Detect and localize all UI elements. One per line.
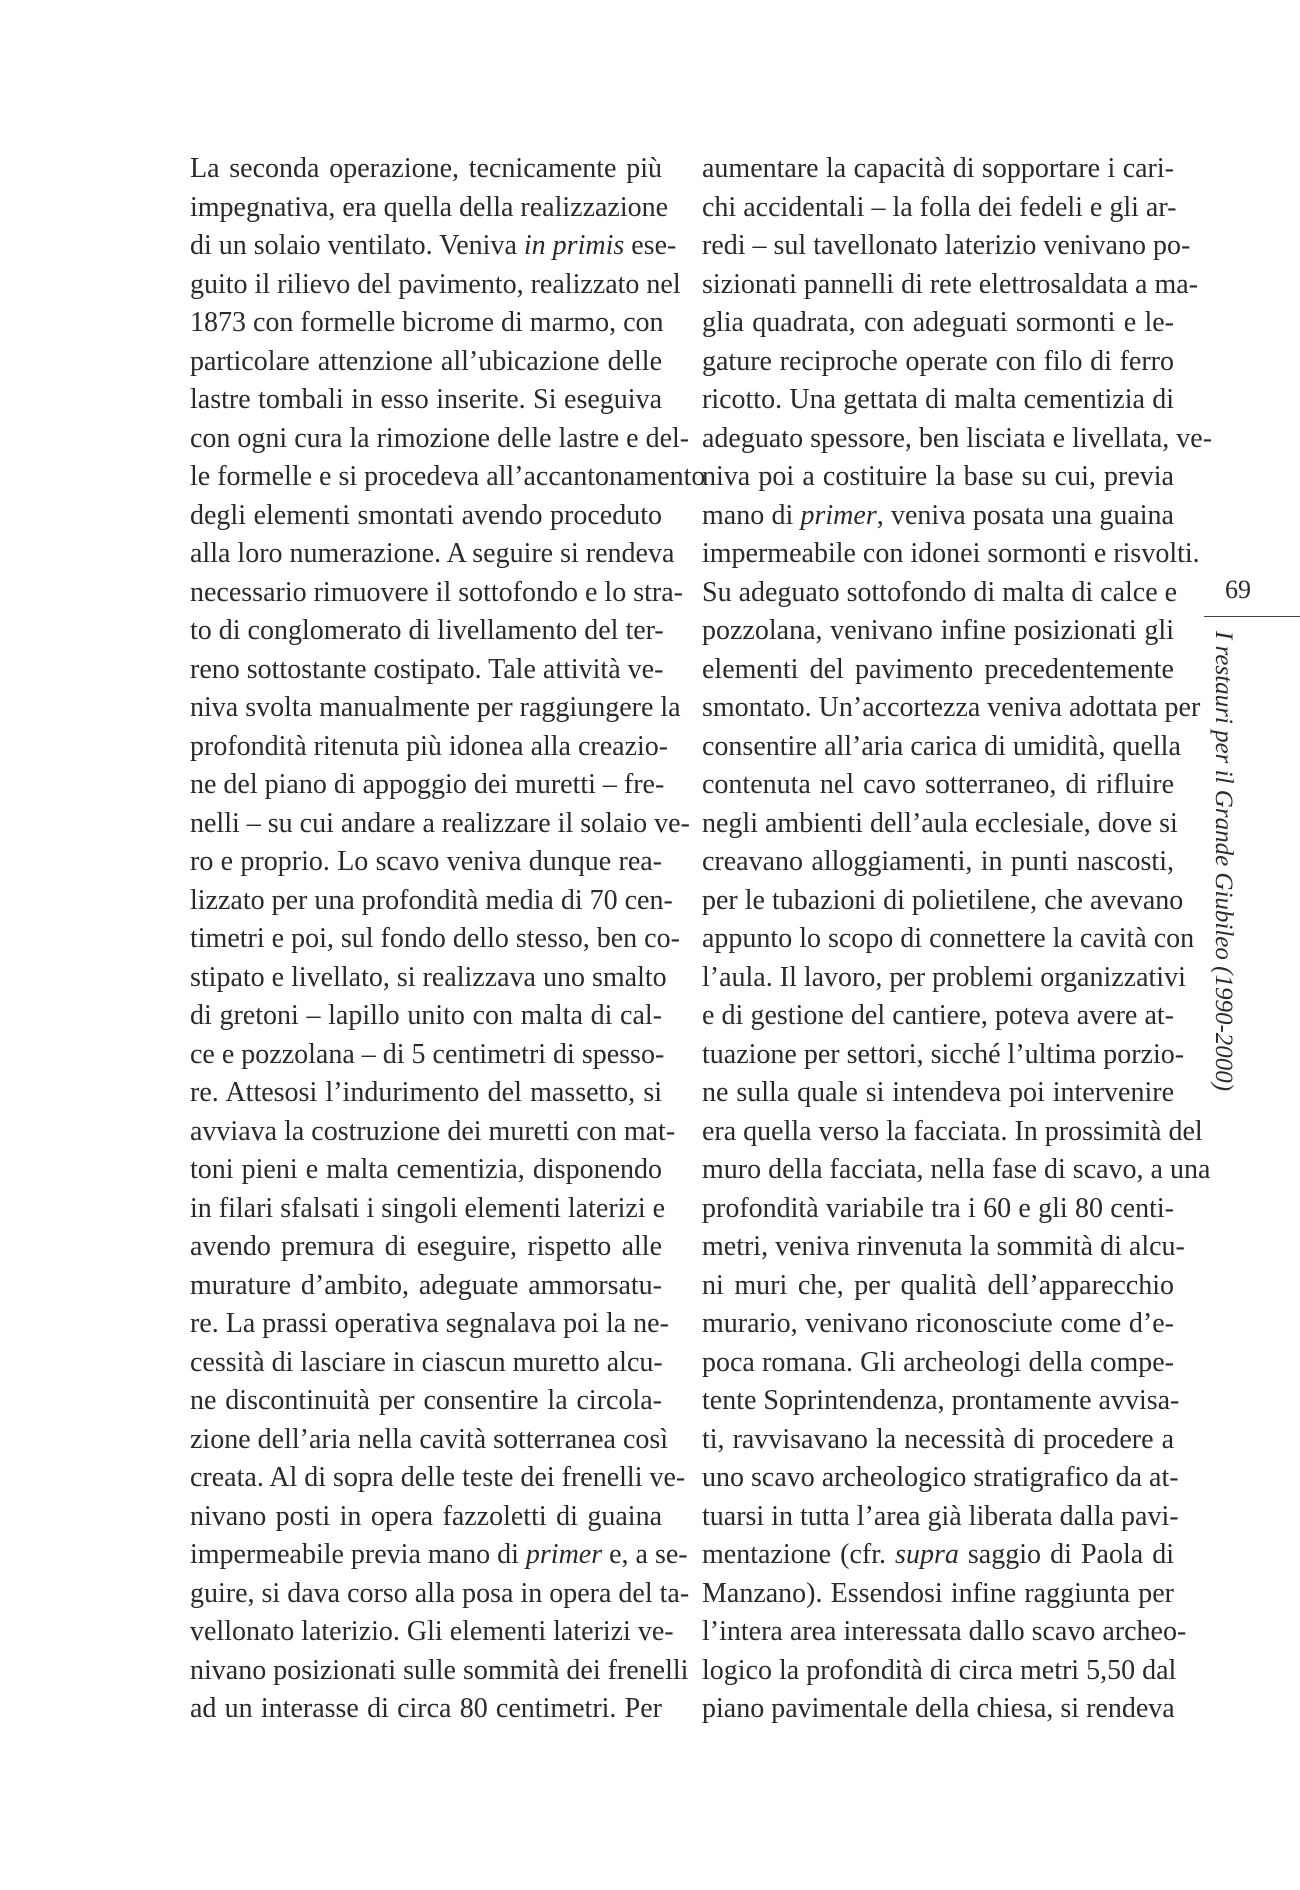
text-line: impermeabile previa mano di primer e, a se- xyxy=(190,1539,688,1570)
text-line: lastre tombali in esso inserite. Si eseguiva xyxy=(190,384,662,415)
text-line: contenuta nel cavo sotterraneo, di rifluire xyxy=(702,769,1174,800)
text-line: reno sottostante costipato. Tale attività ve- xyxy=(190,653,664,685)
text-line: era quella verso la facciata. In prossimità del xyxy=(702,1115,1203,1147)
text-line: cessità di lasciare in ciascun muretto alcu- xyxy=(190,1346,663,1378)
text-line: necessario rimuovere il sottofondo e lo stra- xyxy=(190,576,683,608)
text-line: di un solaio ventilato. Veniva in primis ese- xyxy=(190,230,677,261)
text-line: lizzato per una profondità media di 70 cen- xyxy=(190,884,673,916)
text-line: uno scavo archeologico stratigrafico da at- xyxy=(702,1462,1179,1493)
text-line: adeguato spessore, ben lisciata e livellata, ve- xyxy=(702,422,1213,454)
page-number: 69 xyxy=(1225,575,1251,604)
text-line: ricotto. Una gettata di malta cementizia di xyxy=(702,384,1174,415)
text-line: timetri e poi, sul fondo dello stesso, ben co- xyxy=(190,923,680,954)
text-line: redi – sul tavellonato laterizio venivano po- xyxy=(702,230,1191,261)
text-line: avendo premura di eseguire, rispetto alle xyxy=(190,1231,662,1262)
text-line: Su adeguato sottofondo di malta di calce e xyxy=(702,576,1178,608)
text-line: ce e pozzolana – di 5 centimetri di spesso- xyxy=(190,1038,665,1070)
text-line: appunto lo scopo di connettere la cavità con xyxy=(702,923,1195,954)
text-line: logico la profondità di circa metri 5,50 dal xyxy=(702,1654,1177,1686)
text-line: piano pavimentale della chiesa, si rendeva xyxy=(702,1693,1175,1724)
text-line: di gretoni – lapillo unito con malta di cal- xyxy=(190,1000,662,1031)
text-line: niva poi a costituire la base su cui, previa xyxy=(702,461,1174,492)
text-line: poca romana. Gli archeologi della compe- xyxy=(702,1346,1174,1378)
text-line: muro della facciata, nella fase di scavo, a una xyxy=(702,1154,1211,1185)
text-line: pozzolana, venivano infine posizionati gli xyxy=(702,615,1174,646)
text-line: smontato. Un’accortezza veniva adottata per xyxy=(702,692,1201,723)
text-line: glia quadrata, con adeguati sormonti e le- xyxy=(702,307,1174,338)
text-line: degli elementi smontati avendo proceduto xyxy=(190,499,662,531)
text-line: re. La prassi operativa segnalava poi la ne- xyxy=(190,1308,669,1339)
text-line: impermeabile con idonei sormonti e risvolti. xyxy=(702,538,1200,569)
text-line: re. Attesosi l’indurimento del massetto, si xyxy=(190,1077,662,1108)
text-line: sizionati pannelli di rete elettrosaldata a ma- xyxy=(702,268,1199,300)
text-line: elementi del pavimento precedentemente xyxy=(702,653,1174,685)
text-line: alla loro numerazione. A seguire si rendeva xyxy=(190,538,675,569)
text-line: con ogni cura la rimozione delle lastre e del- xyxy=(190,422,690,454)
text-line: aumentare la capacità di sopportare i cari- xyxy=(702,153,1174,184)
text-line: ne sulla quale si intendeva poi intervenire xyxy=(702,1077,1174,1108)
text-line: ad un interasse di circa 80 centimetri. Per xyxy=(190,1693,662,1724)
text-line: mano di primer, veniva posata una guaina xyxy=(702,499,1174,531)
text-line: l’aula. Il lavoro, per problemi organizzativi xyxy=(702,961,1186,993)
text-line: murario, venivano riconosciute come d’e- xyxy=(702,1308,1174,1339)
text-line: profondità variabile tra i 60 e gli 80 centi- xyxy=(702,1192,1174,1224)
text-line: le formelle e si procedeva all’accantonamento xyxy=(190,461,706,492)
text-line: metri, veniva rinvenuta la sommità di alcu- xyxy=(702,1231,1185,1262)
text-line: murature d’ambito, adeguate ammorsatu- xyxy=(190,1269,662,1301)
text-line: per le tubazioni di polietilene, che avevano xyxy=(702,884,1184,916)
text-line: impegnativa, era quella della realizzazione xyxy=(190,191,669,223)
text-line: l’intera area interessata dallo scavo archeo- xyxy=(702,1616,1187,1647)
text-line: gature reciproche operate con filo di ferro xyxy=(702,345,1174,377)
text-line: ne del piano di appoggio dei muretti – fre- xyxy=(190,769,665,800)
text-line: particolare attenzione all’ubicazione delle xyxy=(190,345,662,377)
text-line: niva svolta manualmente per raggiungere la xyxy=(190,692,681,723)
text-line: consentire all’aria carica di umidità, quella xyxy=(702,730,1181,762)
text-column-left xyxy=(190,150,706,1729)
text-line: creavano alloggiamenti, in punti nascosti, xyxy=(702,846,1174,877)
text-line: guire, si dava corso alla posa in opera del ta- xyxy=(190,1577,690,1609)
text-line: 1873 con formelle bicrome di marmo, con xyxy=(190,307,664,338)
text-column-right xyxy=(702,150,1213,1729)
text-line: nivano posti in opera fazzoletti di guaina xyxy=(190,1500,662,1532)
text-line: stipato e livellato, si realizzava uno smalto xyxy=(190,961,667,993)
text-line: La seconda operazione, tecnicamente più xyxy=(190,153,662,184)
text-line: guito il rilievo del pavimento, realizzato nel xyxy=(190,268,681,300)
text-line: tuazione per settori, sicché l’ultima porzio- xyxy=(702,1038,1185,1070)
text-line: e di gestione del cantiere, poteva avere at- xyxy=(702,1000,1174,1031)
text-line: mentazione (cfr. supra saggio di Paola di xyxy=(702,1539,1174,1570)
text-line: in filari sfalsati i singoli elementi laterizi e xyxy=(190,1192,666,1224)
text-line: tente Soprintendenza, prontamente avvisa- xyxy=(702,1385,1180,1416)
text-line: to di conglomerato di livellamento del ter- xyxy=(190,615,664,646)
text-line: avviava la costruzione dei muretti con mat- xyxy=(190,1115,676,1147)
text-line: creata. Al di sopra delle teste dei frenelli ve- xyxy=(190,1462,686,1493)
text-line: ne discontinuità per consentire la circola- xyxy=(190,1385,662,1416)
text-line: chi accidentali – la folla dei fedeli e gli ar- xyxy=(702,191,1177,223)
text-line: vellonato laterizio. Gli elementi laterizi ve- xyxy=(190,1616,674,1647)
text-line: toni pieni e malta cementizia, disponendo xyxy=(190,1154,662,1185)
margin-rule xyxy=(1204,616,1300,617)
text-line: Manzano). Essendosi infine raggiunta per xyxy=(702,1577,1174,1609)
text-line: zione dell’aria nella cavità sotterranea così xyxy=(190,1423,669,1455)
text-line: nelli – su cui andare a realizzare il solaio ve- xyxy=(190,807,690,839)
text-line: tuarsi in tutta l’area già liberata dalla pavi- xyxy=(702,1500,1179,1532)
text-line: profondità ritenuta più idonea alla creazio- xyxy=(190,730,669,762)
text-line: ni muri che, per qualità dell’apparecchio xyxy=(702,1269,1174,1301)
running-head-text: I restauri per il Grande Giubileo (1990-2000) xyxy=(1210,631,1237,1092)
text-line: ro e proprio. Lo scavo veniva dunque rea- xyxy=(190,846,662,877)
text-line: nivano posizionati sulle sommità dei frenelli xyxy=(190,1654,689,1686)
text-line: negli ambienti dell’aula ecclesiale, dove si xyxy=(702,807,1178,839)
text-line: ti, ravvisavano la necessità di procedere a xyxy=(702,1423,1174,1455)
